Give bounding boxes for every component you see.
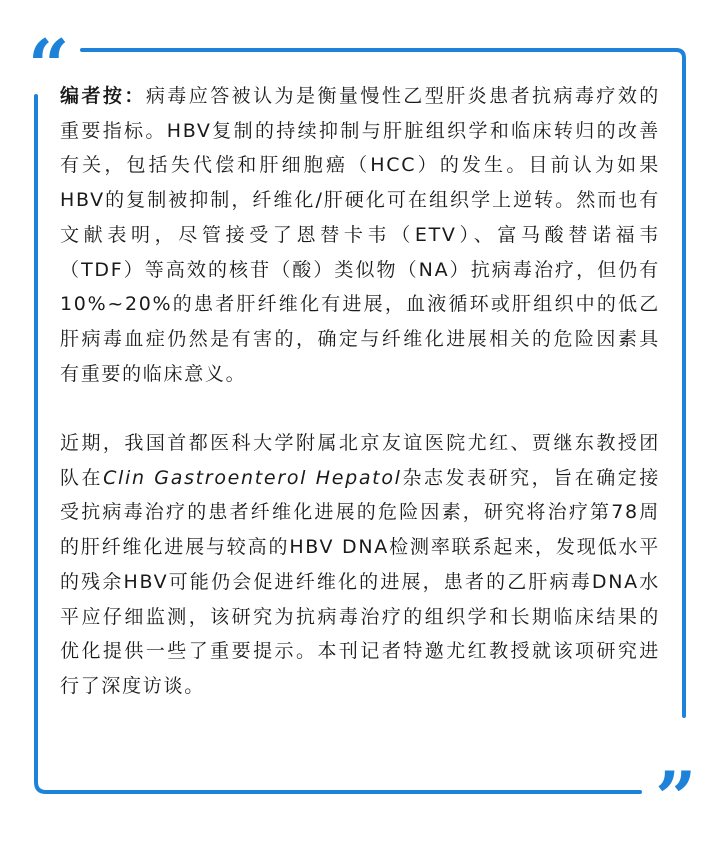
article-body bbox=[60, 79, 660, 704]
study-paragraph bbox=[60, 426, 660, 704]
editor-note-paragraph bbox=[60, 79, 660, 391]
study-text-before: 近期，我国首都医科大学附属北京友谊医院尤红、贾继东教授团队在 bbox=[60, 432, 660, 489]
editor-note-label: 编者按： bbox=[60, 85, 146, 107]
study-text-after: 杂志发表研究，旨在确定接受抗病毒治疗的患者纤维化进展的危险因素，研究将治疗第78周的肝纤维化进展与较高的HBV DNA检测率联系起来，发现低水平的残余HBV可能仍会促进纤维化的进展，患者的乙肝病毒DNA水平应仔细监测，该研究为抗病毒治疗的组织学和长期临床结果的优化提供一些了重要提示。本刊记者特邀尤红教授就该项研究进行了深度访谈。 bbox=[60, 466, 660, 697]
close-quote-icon: ” bbox=[655, 755, 697, 840]
open-quote-icon: “ bbox=[28, 23, 70, 108]
editor-note-text: 病毒应答被认为是衡量慢性乙型肝炎患者抗病毒疗效的重要指标。HBV复制的持续抑制与肝脏组织学和临床转归的改善有关，包括失代偿和肝细胞癌（HCC）的发生。目前认为如果HBV的复制被抑制，纤维化/肝硬化可在组织学上逆转。然而也有文献表明，尽管接受了恩替卡韦（ETV）、富马酸替诺福韦（TDF）等高效的核苷（酸）类似物（NA）抗病毒治疗，但仍有10%~20%的患者肝纤维化有进展，血液循环或肝组织中的低乙肝病毒血症仍然是有害的，确定与纤维化进展相关的危险因素具有重要的临床意义。 bbox=[60, 85, 660, 385]
journal-name: Clin Gastroenterol Hepatol bbox=[103, 466, 402, 489]
